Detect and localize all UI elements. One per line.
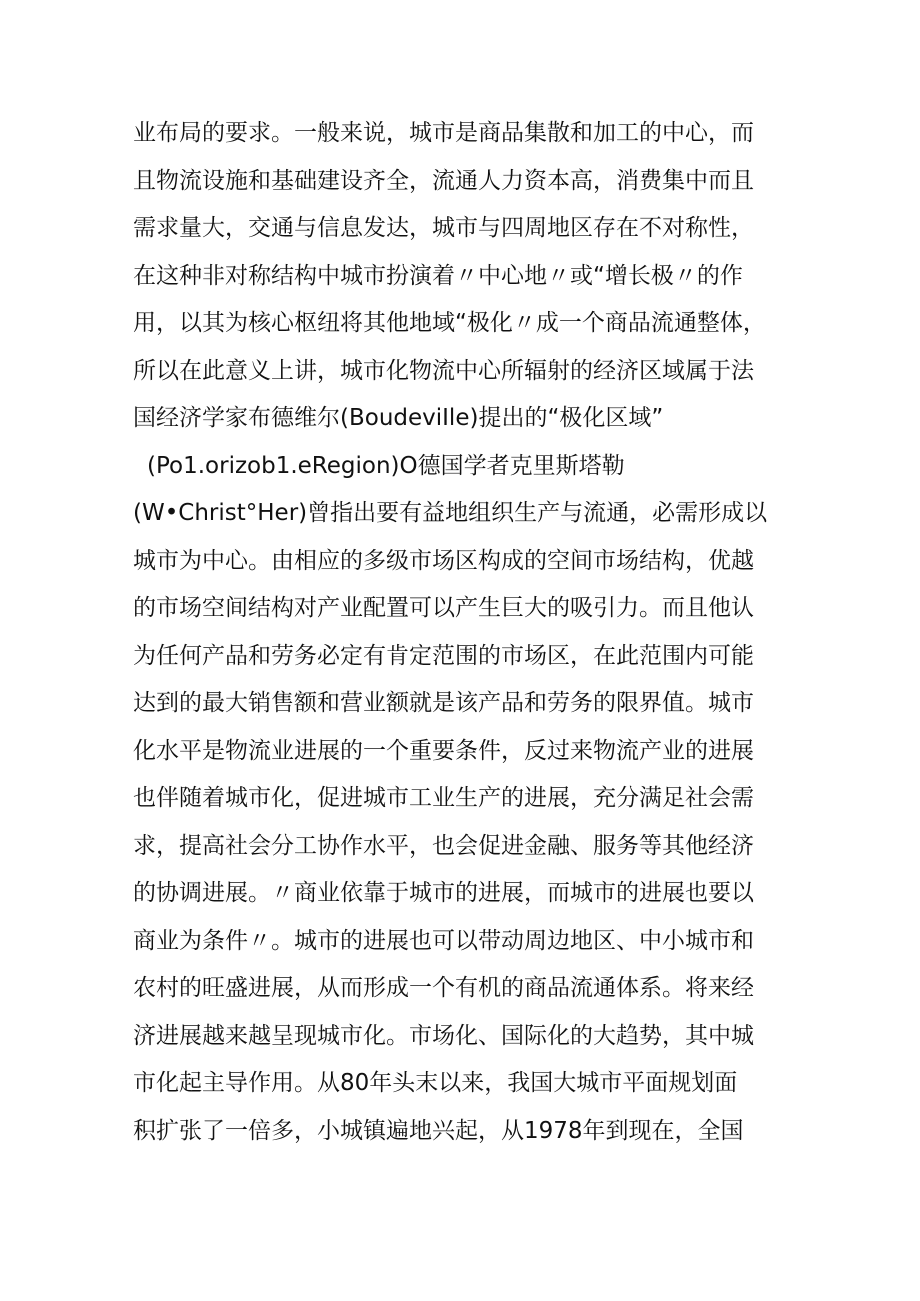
text-line: 用，以其为核心枢纽将其他地域“极化〃成一个商品流通整体， — [133, 310, 766, 336]
text-line: (Po1.orizob1.eRegion)O德国学者克里斯塔勒 — [147, 452, 625, 479]
text-line: 需求量大，交通与信息发达，城市与四周地区存在不对称性， — [133, 215, 754, 241]
text-line: 的市场空间结构对产业配置可以产生巨大的吸引力。而且他认 — [133, 595, 754, 621]
text-line: 市化起主导作用。从80年头末以来，我国大城市平面规划面 — [133, 1070, 738, 1096]
text-line: 也伴随着城市化，促进城市工业生产的进展，充分满足社会需 — [133, 785, 754, 811]
text-line: 在这种非对称结构中城市扮演着〃中心地〃或“增长极〃的作 — [133, 262, 743, 289]
text-line: 求，提高社会分工协作水平，也会促进金融、服务等其他经济 — [133, 832, 754, 859]
text-line: 积扩张了一倍多，小城镇遍地兴起，从1978年到现在，全国 — [133, 1117, 744, 1144]
text-line: 商业为条件〃。城市的进展也可以带动周边地区、中小城市和 — [133, 927, 754, 954]
text-line: (W•Christ°Her)曾指出要有益地组织生产与流通，必需形成以 — [133, 500, 768, 526]
text-line: 济进展越来越呈现城市化。市场化、国际化的大趋势，其中城 — [133, 1022, 754, 1049]
text-line: 化水平是物流业进展的一个重要条件，反过来物流产业的进展 — [133, 737, 754, 764]
text-line: 的协调进展。〃商业依靠于城市的进展，而城市的进展也要以 — [133, 880, 754, 906]
text-line: 国经济学家布德维尔(BoudeviIle)提出的“极化区域” — [133, 405, 664, 431]
text-line: 城市为中心。由相应的多级市场区构成的空间市场结构，优越 — [133, 547, 754, 574]
body-text — [133, 110, 813, 1155]
text-line: 农村的旺盛进展，从而形成一个有机的商品流通体系。将来经 — [133, 975, 754, 1001]
text-line: 达到的最大销售额和营业额就是该产品和劳务的限界值。城市 — [133, 690, 754, 716]
text-line: 且物流设施和基础建设齐全，流通人力资本高，消费集中而且 — [133, 167, 754, 194]
text-line: 所以在此意义上讲，城市化物流中心所辐射的经济区域属于法 — [133, 357, 754, 384]
text-line: 业布局的要求。一般来说，城市是商品集散和加工的中心，而 — [133, 120, 754, 146]
text-line: 为任何产品和劳务必定有肯定范围的市场区，在此范围内可能 — [133, 642, 754, 669]
